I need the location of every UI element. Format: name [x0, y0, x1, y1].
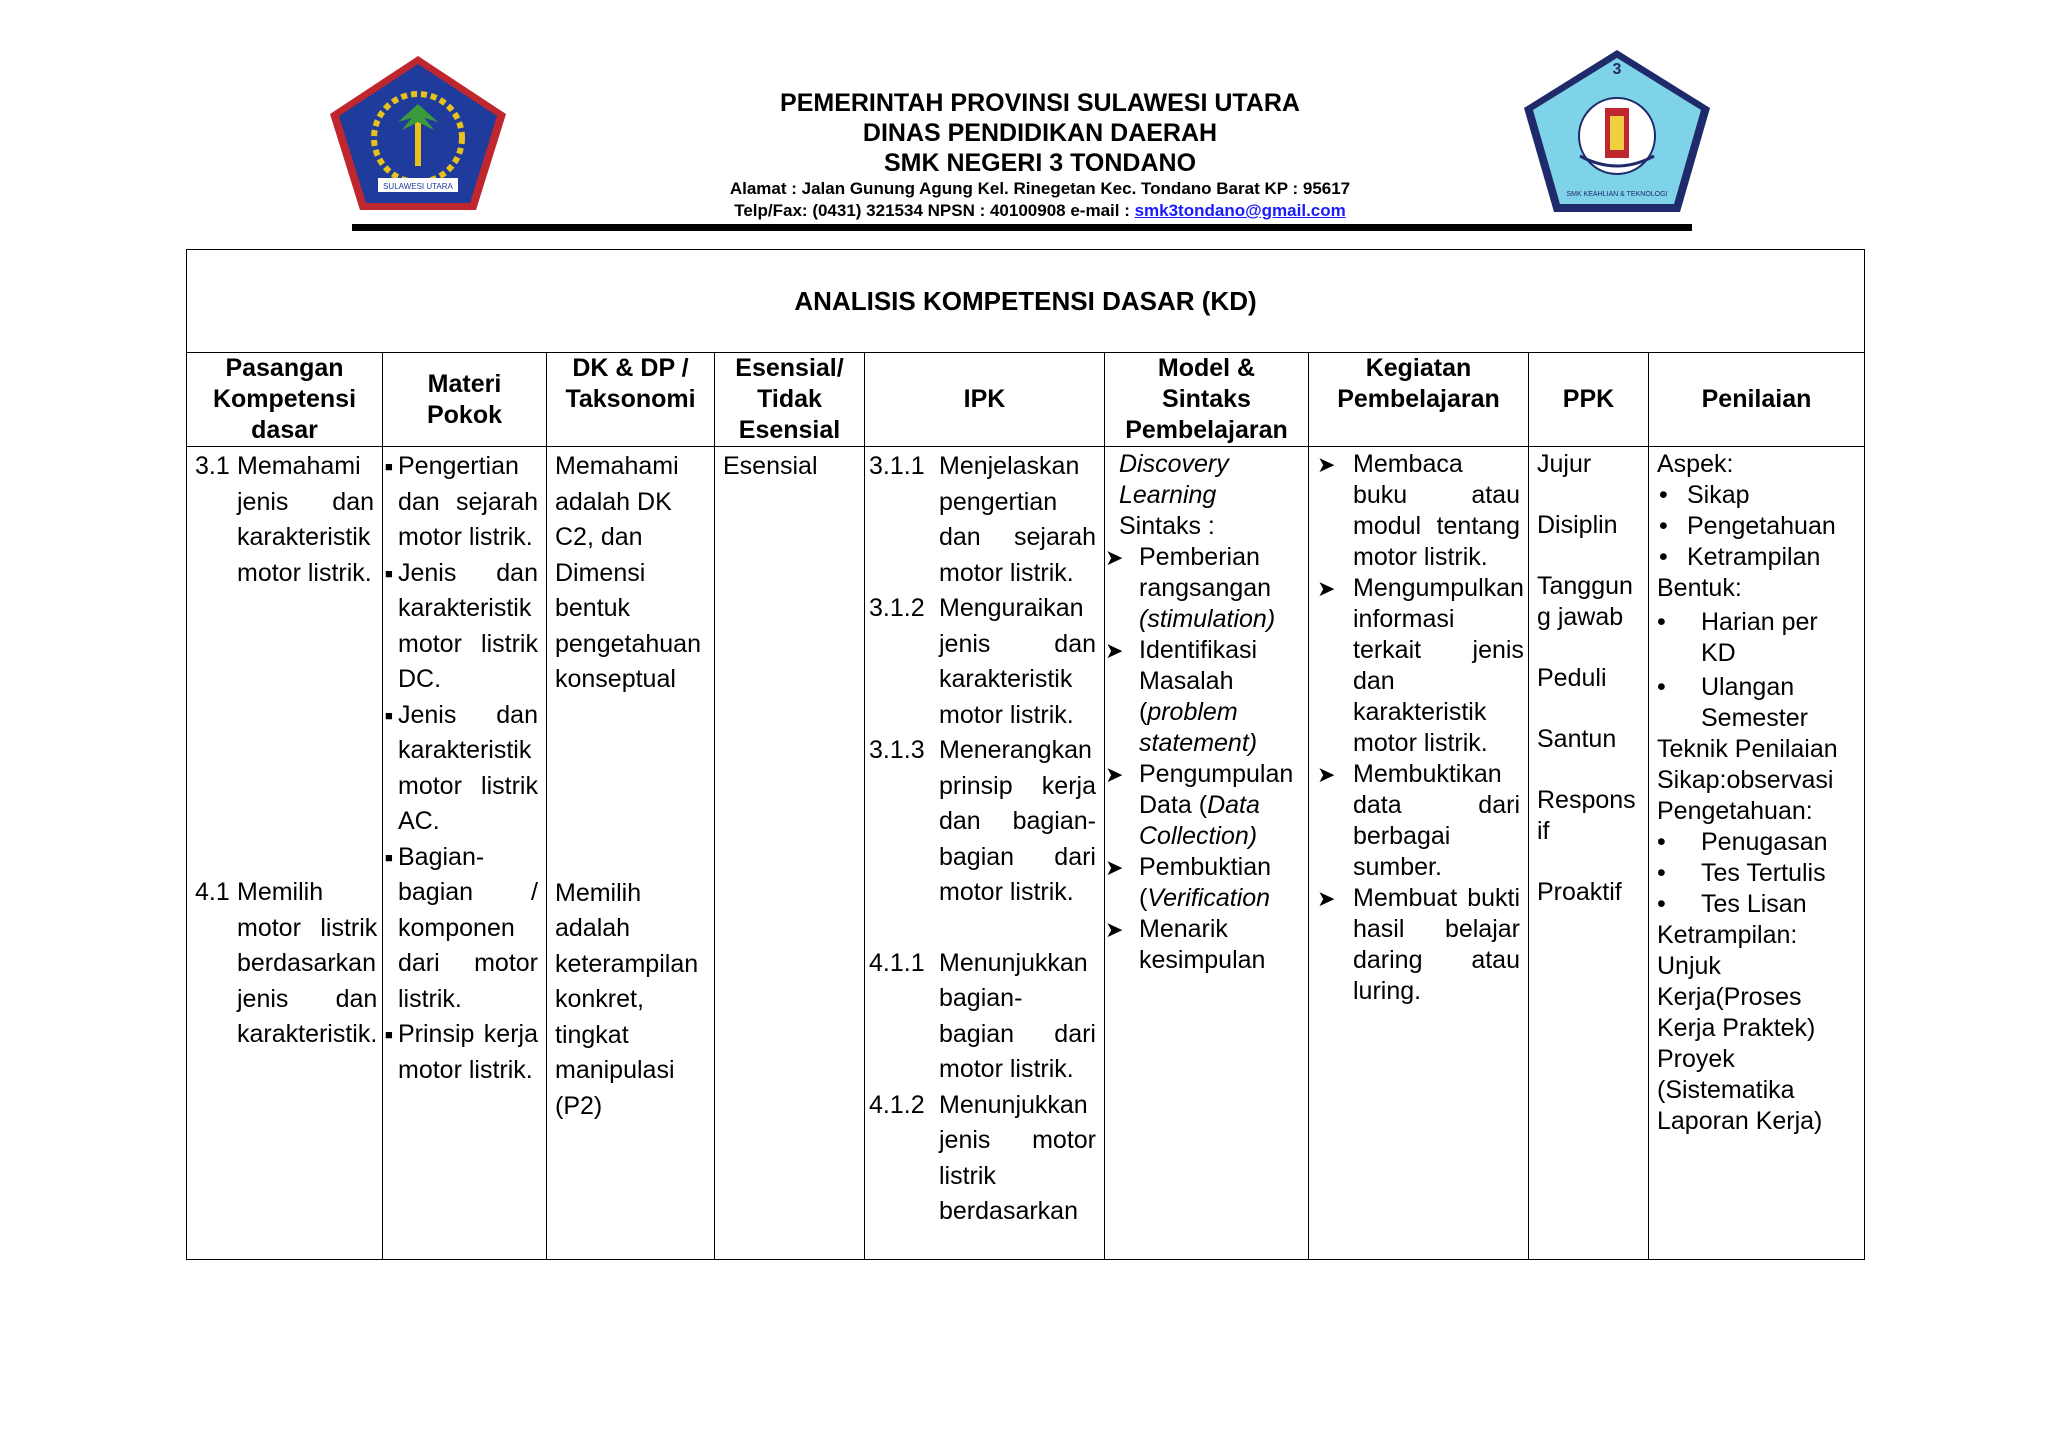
- cell-ipk: [865, 447, 1105, 1260]
- cell-ppk: [1529, 447, 1649, 1260]
- list-item: • Tes Tertulis: [1657, 859, 1826, 887]
- ppk-item: Santun: [1537, 725, 1617, 753]
- dot-bullet-icon: •: [1659, 481, 1668, 509]
- list-item: ➤ Membuat bukti hasil belajar daring atau luring.: [1317, 884, 1520, 1005]
- col-header-ipk: IPK: [865, 353, 1105, 447]
- sikap-text: Sikap:observasi: [1657, 766, 1834, 794]
- pengetahuan-label: Pengetahuan:: [1657, 797, 1813, 825]
- aspek-label: Aspek:: [1657, 450, 1734, 478]
- table-title: ANALISIS KOMPETENSI DASAR (KD): [187, 250, 1865, 353]
- school-contact: [560, 200, 1520, 222]
- ppk-item: Responsif: [1537, 786, 1636, 845]
- svg-text:SMK KEAHLIAN & TEKNOLOGI: SMK KEAHLIAN & TEKNOLOGI: [1566, 191, 1668, 198]
- list-item: ➤ Menarik kesimpulan: [1105, 915, 1266, 974]
- dot-bullet-icon: •: [1657, 828, 1666, 856]
- arrow-bullet-icon: ➤: [1105, 855, 1124, 880]
- col-header-kegiatan: Kegiatan Pembelajaran: [1309, 353, 1529, 447]
- list-item: • Ulangan Semester: [1657, 673, 1808, 732]
- square-bullet-icon: ■: [385, 565, 393, 581]
- school-name: SMK NEGERI 3 TONDANO: [883, 149, 1197, 177]
- dk-text: Memilih adalah keterampilan konkret, tingkat manipulasi (P2): [555, 878, 699, 1120]
- model-name: Discovery Learning: [1119, 450, 1229, 509]
- square-bullet-icon: ■: [385, 459, 393, 474]
- list-item: • Ketrampilan: [1659, 543, 1821, 571]
- dot-bullet-icon: •: [1657, 890, 1666, 918]
- dot-bullet-icon: •: [1657, 608, 1666, 636]
- arrow-bullet-icon: ➤: [1105, 638, 1124, 663]
- ppk-item: Jujur: [1537, 450, 1592, 478]
- kd-item: 4.1 Memilih motor listrik berdasarkan jenis dan karakteristik.: [195, 878, 378, 1048]
- list-item: ➤ Pembuktian (Verification: [1105, 853, 1272, 912]
- letterhead: [560, 88, 1520, 222]
- proyek-text: Proyek (Sistematika Laporan Kerja): [1657, 1045, 1823, 1135]
- list-item: • Tes Lisan: [1657, 890, 1807, 918]
- school-logo: [1520, 46, 1714, 218]
- arrow-bullet-icon: ➤: [1317, 576, 1336, 601]
- school-address: Alamat : Jalan Gunung Agung Kel. Rinegetan Kec. Tondano Barat KP : 95617: [729, 179, 1351, 198]
- col-header-materi: Materi Pokok: [383, 353, 547, 447]
- arrow-bullet-icon: ➤: [1317, 886, 1336, 911]
- arrow-bullet-icon: ➤: [1317, 452, 1336, 477]
- arrow-bullet-icon: ➤: [1317, 762, 1336, 787]
- kd-item: 3.1 Memahami jenis dan karakteristik motor listrik.: [195, 452, 374, 587]
- cell-penilaian: [1649, 447, 1865, 1260]
- cell-model-sintaks: [1105, 447, 1309, 1260]
- ipk-item: 4.1.2 Menunjukkan jenis motor listrik berdasarkan: [869, 1090, 1096, 1225]
- document-header: [0, 0, 2048, 240]
- list-item: • Sikap: [1659, 481, 1750, 509]
- col-header-pasangan: Pasangan Kompetensi dasar: [187, 353, 383, 447]
- provincial-emblem-logo: [326, 52, 510, 216]
- cell-kompetensi-dasar: [187, 447, 383, 1260]
- square-bullet-icon: ■: [385, 849, 393, 865]
- list-item: ■ Prinsip kerja motor listrik.: [385, 1017, 538, 1088]
- col-header-penilaian: Penilaian: [1649, 353, 1865, 447]
- header-row: [187, 353, 1865, 447]
- dot-bullet-icon: •: [1657, 859, 1666, 887]
- dot-bullet-icon: •: [1659, 543, 1668, 571]
- list-item: ➤ Pengumpulan Data (Data Collection): [1105, 760, 1294, 850]
- ketrampilan-label: Ketrampilan:: [1657, 921, 1798, 949]
- bentuk-label: Bentuk:: [1657, 574, 1742, 602]
- arrow-bullet-icon: ➤: [1105, 762, 1124, 787]
- list-item: ➤ Membaca buku atau modul tentang motor listrik.: [1317, 450, 1520, 571]
- list-item: • Penugasan: [1657, 828, 1828, 856]
- square-bullet-icon: ■: [385, 1027, 393, 1042]
- ipk-item: 3.1.1 Menjelaskan pengertian dan sejarah motor listrik.: [869, 452, 1096, 587]
- ipk-item: 3.1.2 Menguraikan jenis dan karakteristik motor listrik.: [869, 594, 1096, 729]
- teknik-label: Teknik Penilaian: [1657, 735, 1838, 763]
- government-name: PEMERINTAH PROVINSI SULAWESI UTARA: [780, 89, 1300, 117]
- svg-text:SULAWESI UTARA: SULAWESI UTARA: [383, 182, 453, 191]
- arrow-bullet-icon: ➤: [1105, 917, 1124, 942]
- col-header-dk: DK & DP / Taksonomi: [547, 353, 715, 447]
- list-item: ■ Jenis dan karakteristik motor listrik AC.: [385, 698, 538, 840]
- square-bullet-icon: ■: [385, 707, 393, 723]
- header-rule: [352, 224, 1692, 231]
- dot-bullet-icon: •: [1657, 673, 1666, 701]
- list-item: ➤ Mengumpulkan informasi terkait jenis dan karakteristik motor listrik.: [1317, 574, 1524, 757]
- department-name: DINAS PENDIDIKAN DAERAH: [862, 119, 1218, 147]
- arrow-bullet-icon: ➤: [1105, 545, 1124, 570]
- list-item: • Pengetahuan: [1659, 512, 1836, 540]
- col-header-esensial: Esensial/ Tidak Esensial: [715, 353, 865, 447]
- col-header-ppk: PPK: [1529, 353, 1649, 447]
- list-item: ➤ Identifikasi Masalah (problem statement): [1105, 636, 1258, 757]
- col-header-model: Model & Sintaks Pembelajaran: [1105, 353, 1309, 447]
- sintaks-label: Sintaks :: [1119, 512, 1215, 540]
- list-item: ■ Jenis dan karakteristik motor listrik DC.: [385, 556, 538, 698]
- list-item: ➤ Membuktikan data dari berbagai sumber.: [1317, 760, 1520, 881]
- body-row: [187, 447, 1865, 1260]
- unjuk-kerja-text: Unjuk Kerja(Proses Kerja Praktek): [1657, 952, 1816, 1042]
- list-item: ■ Bagian-bagian / komponen dari motor listrik.: [385, 840, 538, 1018]
- cell-kegiatan: [1309, 447, 1529, 1260]
- email-link[interactable]: smk3tondano@gmail.com: [1134, 201, 1346, 220]
- ipk-item: 3.1.3 Menerangkan prinsip kerja dan bagian-bagian dari motor listrik.: [869, 736, 1096, 906]
- ppk-item: Tanggung jawab: [1537, 572, 1633, 631]
- dk-text: Memahami adalah DK C2, dan Dimensi bentuk pengetahuan konseptual: [555, 452, 701, 693]
- ipk-item: 4.1.1 Menunjukkan bagian-bagian dari motor listrik.: [869, 948, 1096, 1083]
- ppk-item: Peduli: [1537, 664, 1607, 692]
- kd-analysis-table: [186, 249, 1865, 1260]
- svg-text:3: 3: [1612, 61, 1622, 78]
- ppk-item: Proaktif: [1537, 878, 1622, 906]
- contact-text: Telp/Fax: (0431) 321534 NPSN : 40100908 e-mail :: [734, 201, 1135, 220]
- dot-bullet-icon: •: [1659, 512, 1668, 540]
- list-item: ➤ Pemberian rangsangan (stimulation): [1105, 543, 1276, 633]
- list-item: ■ Pengertian dan sejarah motor listrik.: [385, 449, 538, 556]
- cell-esensial: [715, 447, 865, 1260]
- cell-materi-pokok: [383, 447, 547, 1260]
- list-item: • Harian per KD: [1657, 608, 1818, 667]
- esensial-value: Esensial: [723, 452, 818, 480]
- ppk-item: Disiplin: [1537, 511, 1618, 539]
- cell-dk-dp: [547, 447, 715, 1260]
